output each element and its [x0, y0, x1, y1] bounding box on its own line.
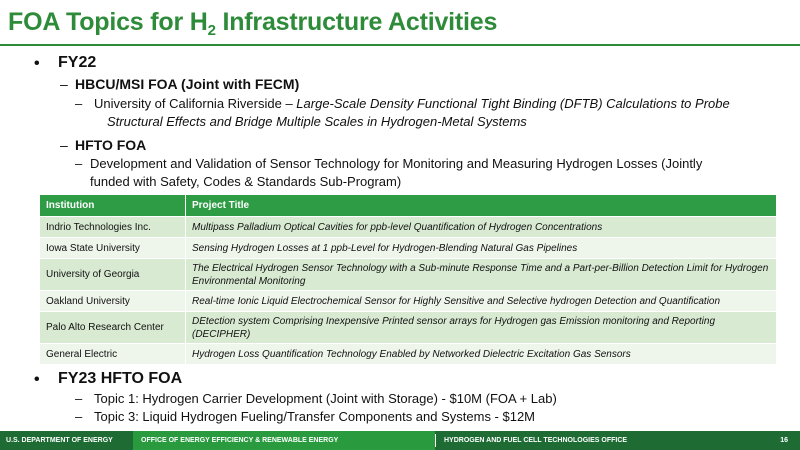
- footer-hfto-label: HYDROGEN AND FUEL CELL TECHNOLOGIES OFFICE: [444, 437, 628, 444]
- table-row: [40, 217, 777, 238]
- fy22-heading: FY22: [58, 54, 97, 71]
- slide-title: FOA Topics for $H_2$ Infrastructure Activities: [8, 8, 498, 39]
- title-divider: [0, 44, 800, 46]
- header-project-title: Project Title: [186, 195, 777, 217]
- page-number: 16: [780, 437, 788, 444]
- project-title-cell: The Electrical Hydrogen Sensor Technology with a Sub-minute Response Time and a Part-per-Billion Detection Limit for Hydrogen Environmental Monitoring: [186, 259, 777, 291]
- project-title-cell: Real-time Ionic Liquid Electrochemical Sensor for Highly Sensitive and Selective hydrogen Detection and Quantification: [186, 291, 777, 312]
- table-row: [40, 238, 777, 259]
- project-title-cell: Sensing Hydrogen Losses at 1 ppb-Level for Hydrogen-Blending Natural Gas Pipelines: [186, 238, 777, 259]
- institution-cell: University of Georgia: [40, 259, 186, 291]
- fy23-topic-1: Topic 1: Hydrogen Carrier Development (Joint with Storage) - $10M (FOA + Lab): [94, 391, 557, 406]
- institution-cell: General Electric: [40, 344, 186, 365]
- hfto-foa-heading: HFTO FOA: [75, 137, 147, 153]
- hfto-desc-line2: funded with Safety, Codes & Standards Sub-Program): [90, 174, 402, 189]
- institution-cell: Palo Alto Research Center: [40, 312, 186, 344]
- footer-bar: [0, 431, 800, 450]
- hbcu-entry-line1: University of California Riverside – Large-Scale Density Functional Tight Binding (DFTB) Calculations to Probe: [94, 96, 730, 111]
- header-institution: Institution: [40, 195, 186, 217]
- bullet-dot: •: [34, 55, 40, 72]
- table-row: [40, 312, 777, 344]
- institution-cell: Iowa State University: [40, 238, 186, 259]
- hbcu-entry-line2: Structural Effects and Bridge Multiple Scales in Hydrogen-Metal Systems: [107, 114, 527, 129]
- table-header-row: [40, 195, 777, 217]
- bullet-dot: •: [34, 371, 40, 388]
- table-row: [40, 259, 777, 291]
- fy23-heading: FY23 HFTO FOA: [58, 370, 183, 387]
- hfto-desc-line1: Development and Validation of Sensor Technology for Monitoring and Measuring Hydrogen Losses (Jointly: [90, 156, 703, 171]
- footer-eere-label: OFFICE OF ENERGY EFFICIENCY & RENEWABLE ENERGY: [141, 437, 339, 444]
- project-title-cell: DEtection system Comprising Inexpensive Printed sensor arrays for Hydrogen gas Emission monitoring and Reporting (DECIPHER): [186, 312, 777, 344]
- dash-marker: –: [75, 96, 83, 111]
- dash-marker: –: [75, 156, 83, 171]
- projects-table: [39, 194, 777, 365]
- hbcu-foa-heading: HBCU/MSI FOA (Joint with FECM): [75, 76, 300, 92]
- dash-marker: –: [60, 137, 68, 153]
- fy23-topic-3: Topic 3: Liquid Hydrogen Fueling/Transfer Components and Systems - $12M: [94, 409, 536, 424]
- dash-marker: –: [75, 409, 83, 424]
- footer-divider: [435, 434, 436, 447]
- project-title-cell: Multipass Palladium Optical Cavities for ppb-level Quantification of Hydrogen Concentrations: [186, 217, 777, 238]
- institution-cell: Oakland University: [40, 291, 186, 312]
- footer-doe-label: U.S. DEPARTMENT OF ENERGY: [6, 437, 113, 444]
- dash-marker: –: [75, 391, 83, 406]
- table-row: [40, 291, 777, 312]
- project-title-cell: Hydrogen Loss Quantification Technology Enabled by Networked Dielectric Excitation Gas Sensors: [186, 344, 777, 365]
- table-row: [40, 344, 777, 365]
- dash-marker: –: [60, 76, 68, 92]
- institution-cell: Indrio Technologies Inc.: [40, 217, 186, 238]
